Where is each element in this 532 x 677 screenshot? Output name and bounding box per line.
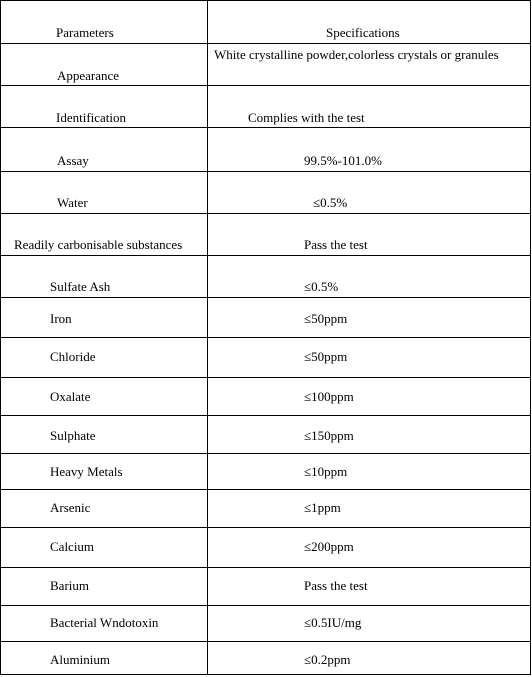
specification-cell: ≤0.5% [304,279,339,294]
parameter-cell: Appearance [57,68,120,83]
parameter-cell: Identification [56,110,127,125]
specification-cell: ≤100ppm [304,389,354,404]
specification-cell: ≤1ppm [304,500,341,515]
table-row [1,415,530,454]
specification-cell: ≤150ppm [304,428,354,443]
parameter-cell: Heavy Metals [50,464,123,479]
table-row [1,377,530,416]
table-row [1,489,530,528]
parameter-cell: Readily carbonisable substances [14,237,183,252]
parameter-cell: Calcium [50,539,95,554]
table-row [1,255,530,298]
parameter-cell: Arsenic [50,500,91,515]
specification-cell: Complies with the test [248,110,365,125]
specification-cell: ≤50ppm [304,349,348,364]
specification-cell: White crystalline powder,colorless crystals or granules [214,47,499,62]
header-specifications: Specifications [326,25,400,40]
parameter-cell: Barium [50,578,89,593]
parameter-cell: Chloride [50,349,96,364]
specification-cell: Pass the test [304,237,368,252]
table-header-row [1,1,530,43]
specification-cell: ≤50ppm [304,311,348,326]
specification-cell: Pass the test [304,578,368,593]
table-row [1,337,530,378]
specification-cell: ≤200ppm [304,539,354,554]
parameter-cell: Oxalate [50,389,91,404]
table-row [1,85,530,128]
header-parameters: Parameters [56,25,114,40]
table-row [1,527,530,568]
table-row [1,297,530,338]
specification-cell: ≤10ppm [304,464,348,479]
parameter-cell: Iron [50,311,72,326]
specification-cell: ≤0.5% [313,195,348,210]
table-row [1,641,530,677]
table-row [1,605,530,642]
specification-cell: 99.5%-101.0% [304,153,382,168]
parameter-cell: Sulphate [50,428,96,443]
parameter-cell: Sulfate Ash [50,279,111,294]
table-row [1,127,530,172]
table-row [1,567,530,606]
table-row [1,453,530,490]
parameter-cell: Aluminium [50,652,110,667]
parameter-cell: Water [57,195,88,210]
table-row [1,171,530,214]
parameter-cell: Assay [57,153,89,168]
table-row [1,43,530,86]
specification-cell: ≤0.5IU/mg [304,615,362,630]
specification-cell: ≤0.2ppm [304,652,351,667]
parameter-cell: Bacterial Wndotoxin [50,615,159,630]
table-row [1,213,530,256]
